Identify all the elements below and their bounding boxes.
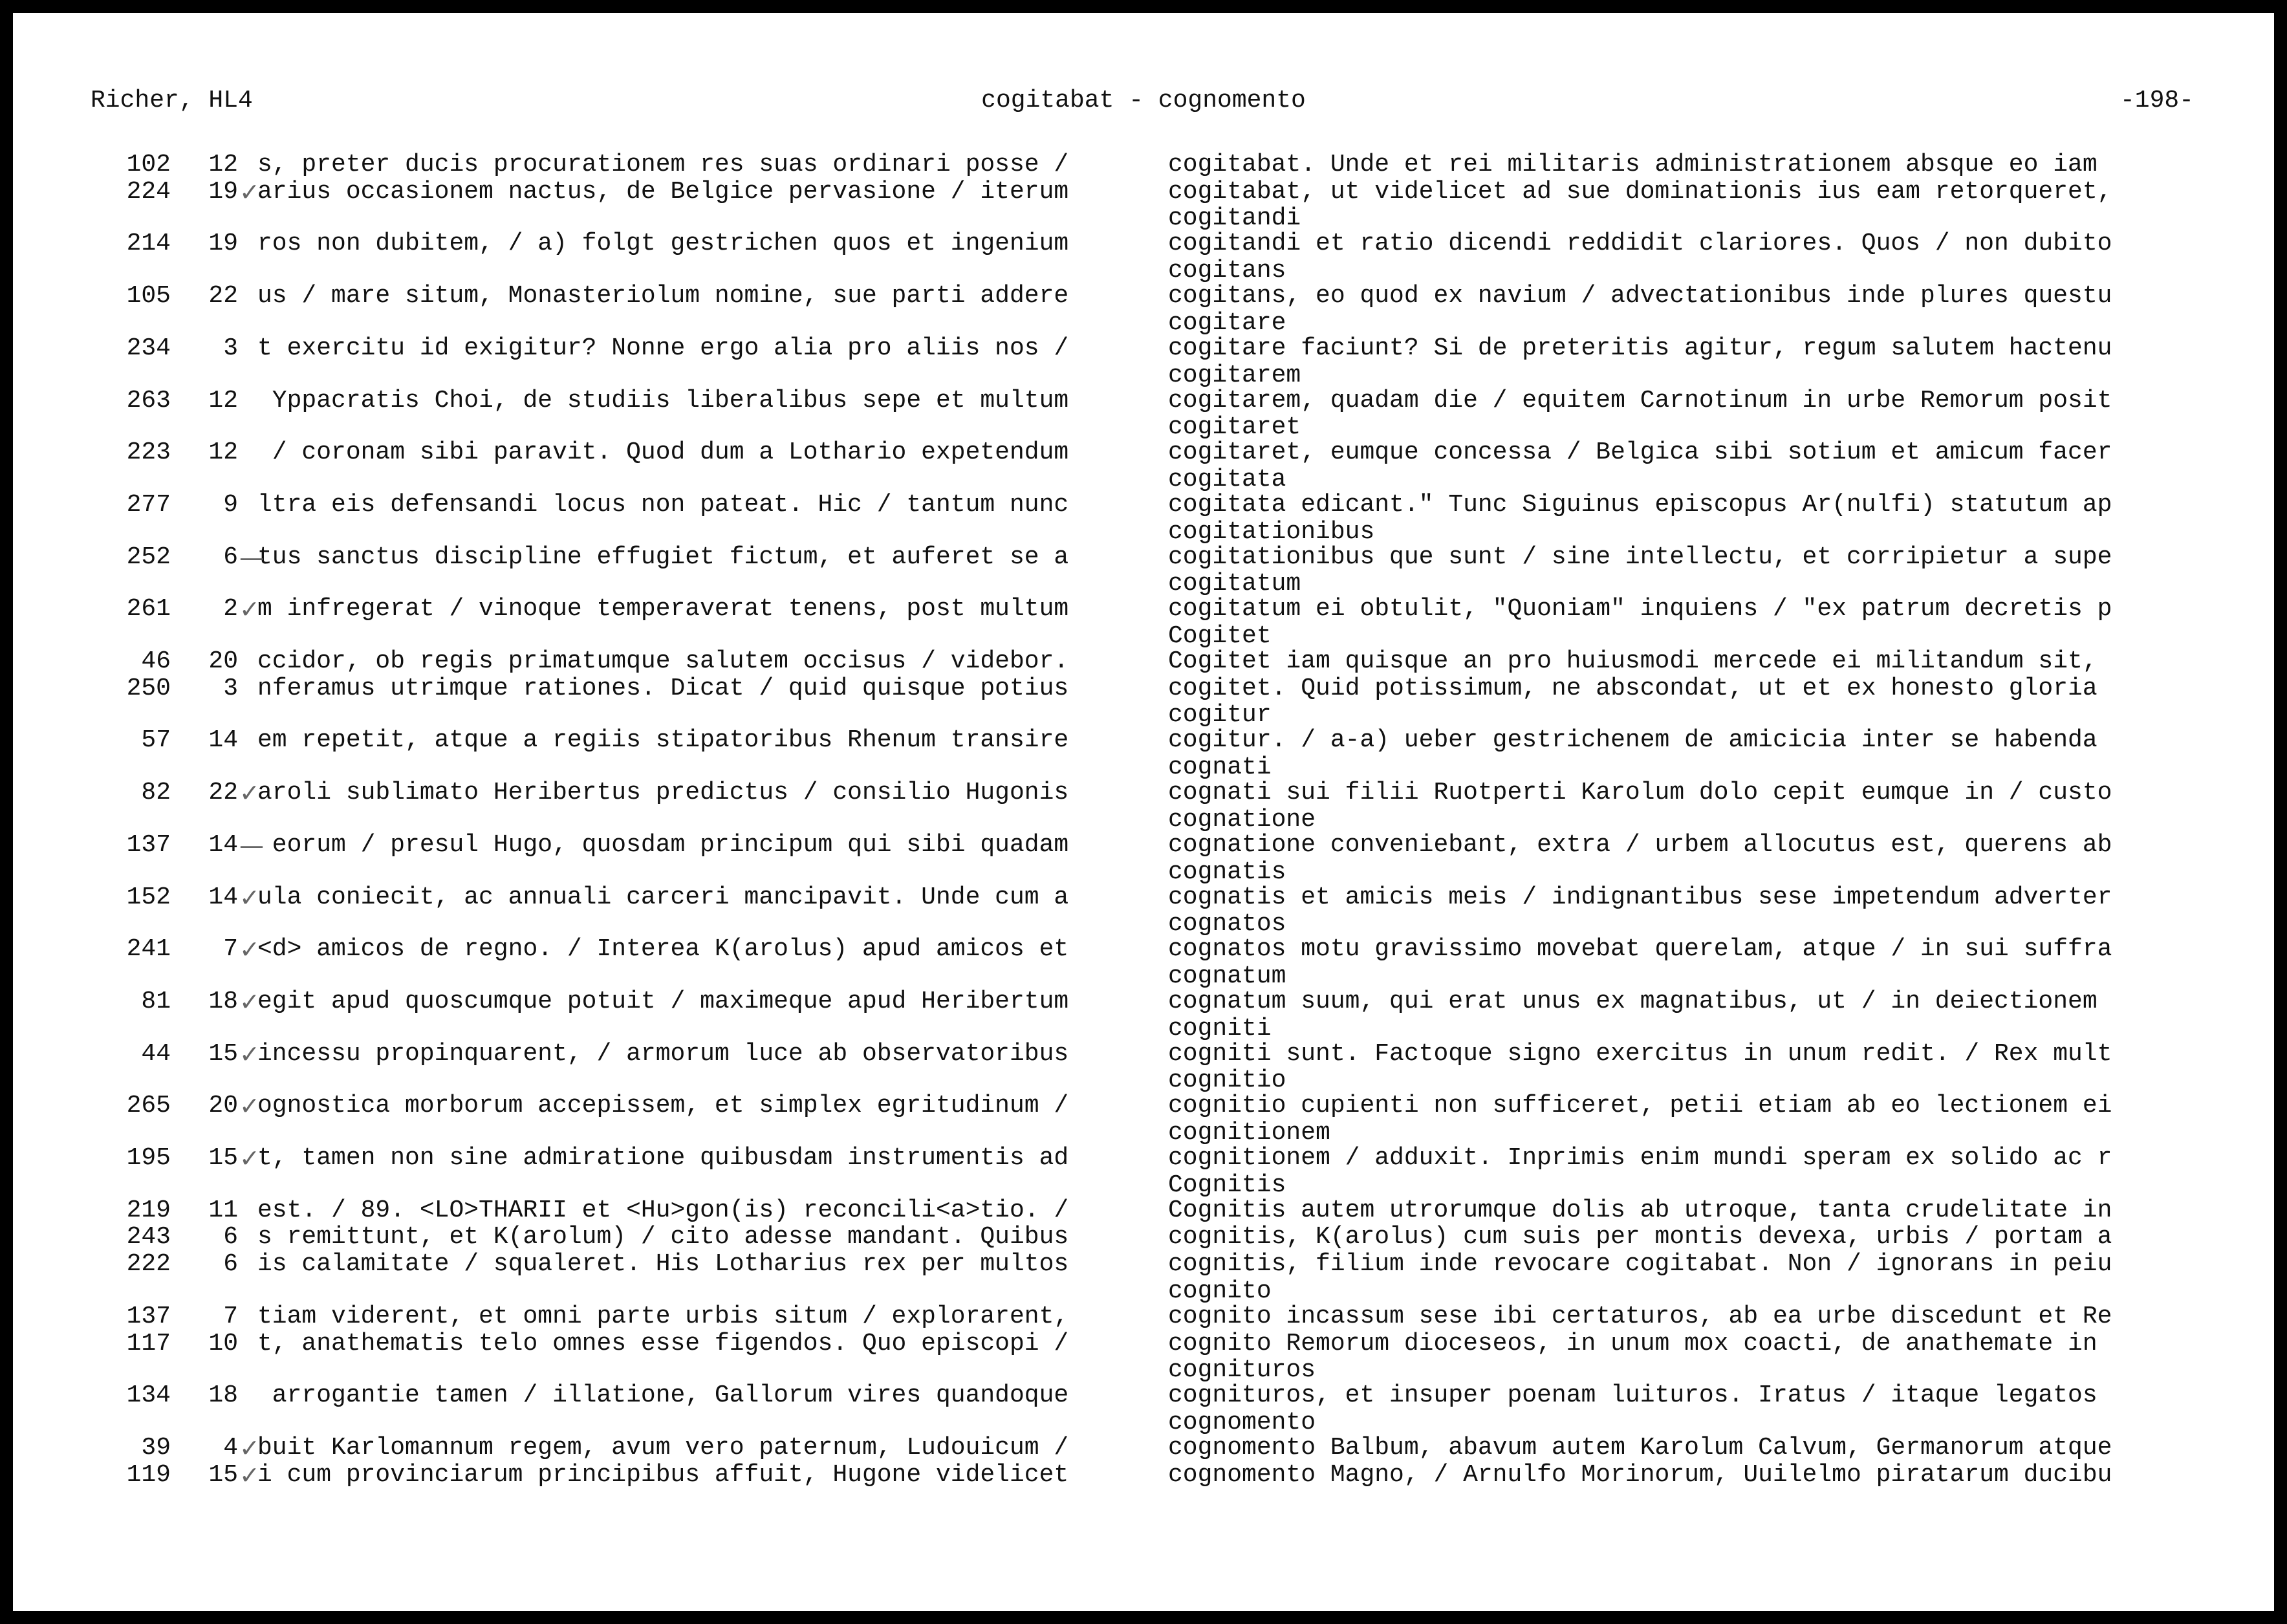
- line-number: 7: [223, 935, 238, 964]
- left-context: ula coniecit, ac annuali carceri mancipavit. Unde cum a: [257, 883, 1069, 911]
- chapter-number: 57: [141, 726, 171, 755]
- line-number: 9: [223, 490, 238, 519]
- left-context: i cum provinciarum principibus affuit, Hugone videlicet: [257, 1460, 1069, 1489]
- page-title: cogitabat - cognomento: [981, 87, 1306, 114]
- line-number: 18: [208, 1381, 238, 1410]
- chapter-number: 219: [126, 1196, 171, 1224]
- left-context: us / mare situm, Monasteriolum nomine, sue parti addere: [257, 282, 1069, 310]
- check-mark-icon: —: [239, 830, 264, 860]
- left-context: est. / 89. <LO>THARII et <Hu>gon(is) reconcili<a>tio. /: [257, 1196, 1069, 1224]
- left-context: arrogantie tamen / illatione, Gallorum vires quandoque: [257, 1381, 1069, 1410]
- line-number: 20: [208, 647, 238, 675]
- left-context: eorum / presul Hugo, quosdam principum qui sibi quadam: [257, 830, 1069, 859]
- check-mark-icon: ✓: [239, 779, 260, 808]
- left-context: nferamus utrimque rationes. Dicat / quid quisque potius: [257, 674, 1069, 702]
- headword: cogitandi: [1168, 204, 1301, 233]
- check-mark-icon: ✓: [239, 935, 260, 964]
- keyword-context: cognito incassum sese ibi certaturos, ab ea urbe discedunt et Re: [1168, 1302, 2112, 1330]
- headword: cognati: [1168, 753, 1272, 782]
- keyword-context: cogitarem, quadam die / equitem Carnotinum in urbe Remorum posit: [1168, 386, 2112, 415]
- line-number: 15: [208, 1039, 238, 1068]
- line-number: 6: [223, 1223, 238, 1251]
- headword: cogniti: [1168, 1014, 1272, 1043]
- keyword-context: cogitandi et ratio dicendi reddidit clariores. Quos / non dubito: [1168, 230, 2112, 258]
- keyword-context: Cogitet iam quisque an pro huiusmodi mercede ei militandum sit,: [1168, 647, 2097, 675]
- chapter-number: 222: [126, 1250, 171, 1279]
- keyword-context: cognitis, filium inde revocare cogitabat. Non / ignorans in peiu: [1168, 1250, 2112, 1279]
- headword: cogitationibus: [1168, 517, 1375, 546]
- line-number: 6: [223, 1250, 238, 1279]
- line-number: 14: [208, 726, 238, 755]
- headword: cognomento: [1168, 1408, 1316, 1436]
- keyword-context: cognomento Balbum, abavum autem Karolum Calvum, Germanorum atque: [1168, 1433, 2112, 1462]
- keyword-context: cognitis, K(arolus) cum suis per montis devexa, urbis / portam a: [1168, 1223, 2112, 1251]
- chapter-number: 223: [126, 438, 171, 467]
- headword: cogitarem: [1168, 361, 1301, 389]
- check-mark-icon: ✓: [239, 1092, 260, 1121]
- headword: cognitionem: [1168, 1119, 1330, 1147]
- chapter-number: 277: [126, 490, 171, 519]
- line-number: 6: [223, 543, 238, 571]
- keyword-context: cogitet. Quid potissimum, ne abscondat, ut et ex honesto gloria: [1168, 674, 2097, 702]
- left-context: aroli sublimato Heribertus predictus / consilio Hugonis: [257, 779, 1069, 807]
- left-context: tus sanctus discipline effugiet fictum, et auferet se a: [257, 543, 1069, 571]
- line-number: 7: [223, 1302, 238, 1330]
- chapter-number: 263: [126, 386, 171, 415]
- keyword-context: cognito Remorum dioceseos, in unum mox coacti, de anathemate in: [1168, 1329, 2097, 1358]
- line-number: 20: [208, 1092, 238, 1120]
- chapter-number: 102: [126, 151, 171, 179]
- chapter-number: 224: [126, 177, 171, 206]
- headword: cognatis: [1168, 858, 1286, 886]
- left-context: buit Karlomannum regem, avum vero paternum, Ludouicum /: [257, 1433, 1069, 1462]
- chapter-number: 119: [126, 1460, 171, 1489]
- check-mark-icon: ✓: [239, 883, 260, 912]
- line-number: 14: [208, 883, 238, 911]
- left-context: t exercitu id exigitur? Nonne ergo alia pro aliis nos /: [257, 334, 1069, 362]
- left-context: Yppacratis Choi, de studiis liberalibus sepe et multum: [257, 386, 1069, 415]
- left-context: em repetit, atque a regiis stipatoribus Rhenum transire: [257, 726, 1069, 755]
- line-number: 12: [208, 151, 238, 179]
- page-number: -198-: [2119, 87, 2194, 114]
- line-number: 2: [223, 595, 238, 623]
- left-context: t, tamen non sine admiratione quibusdam instrumentis ad: [257, 1144, 1069, 1172]
- keyword-context: cognomento Magno, / Arnulfo Morinorum, Uuilelmo piratarum ducibu: [1168, 1460, 2112, 1489]
- keyword-context: cogitabat. Unde et rei militaris administrationem absque eo iam: [1168, 151, 2097, 179]
- line-number: 22: [208, 779, 238, 807]
- chapter-number: 105: [126, 282, 171, 310]
- concordance-page: [13, 13, 2274, 1611]
- chapter-number: 265: [126, 1092, 171, 1120]
- keyword-context: cogniti sunt. Factoque signo exercitus in unum redit. / Rex mult: [1168, 1039, 2112, 1068]
- left-context: s, preter ducis procurationem res suas ordinari posse /: [257, 151, 1069, 179]
- left-context: t, anathematis telo omnes esse figendos. Quo episcopi /: [257, 1329, 1069, 1358]
- line-number: 15: [208, 1144, 238, 1172]
- line-number: 10: [208, 1329, 238, 1358]
- headword: cogitatum: [1168, 570, 1301, 598]
- keyword-context: cogitata edicant." Tunc Siguinus episcopus Ar(nulfi) statutum ap: [1168, 490, 2112, 519]
- left-context: m infregerat / vinoque temperaverat tenens, post multum: [257, 595, 1069, 623]
- keyword-context: cogitatum ei obtulit, "Quoniam" inquiens / "ex patrum decretis p: [1168, 595, 2112, 623]
- chapter-number: 117: [126, 1329, 171, 1358]
- keyword-context: cogitaret, eumque concessa / Belgica sibi sotium et amicum facer: [1168, 438, 2112, 467]
- keyword-context: Cognitis autem utrorumque dolis ab utroque, tanta crudelitate in: [1168, 1196, 2112, 1224]
- chapter-number: 137: [126, 1302, 171, 1330]
- headword: cogitans: [1168, 257, 1286, 285]
- line-number: 19: [208, 230, 238, 258]
- keyword-context: cogitur. / a-a) ueber gestrichenem de amicicia inter se habenda: [1168, 726, 2097, 755]
- keyword-context: cogitationibus que sunt / sine intellectu, et corripietur a supe: [1168, 543, 2112, 571]
- line-number: 3: [223, 334, 238, 362]
- line-number: 15: [208, 1460, 238, 1489]
- line-number: 19: [208, 177, 238, 206]
- headword: cogitata: [1168, 465, 1286, 493]
- chapter-number: 243: [126, 1223, 171, 1251]
- headword: cognitio: [1168, 1066, 1286, 1095]
- chapter-number: 214: [126, 230, 171, 258]
- chapter-number: 134: [126, 1381, 171, 1410]
- left-context: incessu propinquarent, / armorum luce ab observatoribus: [257, 1039, 1069, 1068]
- chapter-number: 241: [126, 935, 171, 964]
- chapter-number: 81: [141, 987, 171, 1015]
- line-number: 3: [223, 674, 238, 702]
- keyword-context: cognatione conveniebant, extra / urbem allocutus est, querens ab: [1168, 830, 2112, 859]
- headword: cognatum: [1168, 962, 1286, 990]
- chapter-number: 39: [141, 1433, 171, 1462]
- check-mark-icon: —: [239, 543, 264, 572]
- chapter-number: 44: [141, 1039, 171, 1068]
- chapter-number: 234: [126, 334, 171, 362]
- keyword-context: cognatum suum, qui erat unus ex magnatibus, ut / in deiectionem: [1168, 987, 2097, 1015]
- left-context: ros non dubitem, / a) folgt gestrichen quos et ingenium: [257, 230, 1069, 258]
- headword: cogitur: [1168, 701, 1272, 730]
- left-context: ltra eis defensandi locus non pateat. Hic / tantum nunc: [257, 490, 1069, 519]
- keyword-context: cognati sui filii Ruotperti Karolum dolo cepit eumque in / custo: [1168, 779, 2112, 807]
- headword: cogitaret: [1168, 413, 1301, 442]
- keyword-context: cognatis et amicis meis / indignantibus sese impetendum adverter: [1168, 883, 2112, 911]
- left-context: tiam viderent, et omni parte urbis situm / explorarent,: [257, 1302, 1069, 1330]
- keyword-context: cogitare faciunt? Si de preteritis agitur, regum salutem hactenu: [1168, 334, 2112, 362]
- headword: cognatos: [1168, 910, 1286, 938]
- keyword-context: cognitio cupienti non sufficeret, petii etiam ab eo lectionem ei: [1168, 1092, 2112, 1120]
- left-context: ognostica morborum accepissem, et simplex egritudinum /: [257, 1092, 1069, 1120]
- left-context: egit apud quoscumque potuit / maximeque apud Heribertum: [257, 987, 1069, 1015]
- check-mark-icon: ✓: [239, 595, 260, 624]
- left-context: / coronam sibi paravit. Quod dum a Lothario expetendum: [257, 438, 1069, 467]
- keyword-context: cognituros, et insuper poenam luituros. Iratus / itaque legatos: [1168, 1381, 2097, 1410]
- line-number: 4: [223, 1433, 238, 1462]
- left-context: is calamitate / squaleret. His Lotharius rex per multos: [257, 1250, 1069, 1279]
- keyword-context: cognatos motu gravissimo movebat querelam, atque / in sui suffra: [1168, 935, 2112, 964]
- chapter-number: 261: [126, 595, 171, 623]
- check-mark-icon: ✓: [239, 1433, 260, 1462]
- headword: Cogitet: [1168, 622, 1272, 650]
- chapter-number: 250: [126, 674, 171, 702]
- chapter-number: 137: [126, 830, 171, 859]
- check-mark-icon: ✓: [239, 1039, 260, 1068]
- headword: Cognitis: [1168, 1171, 1286, 1199]
- chapter-number: 82: [141, 779, 171, 807]
- chapter-number: 152: [126, 883, 171, 911]
- headword: cognito: [1168, 1277, 1272, 1305]
- chapter-number: 46: [141, 647, 171, 675]
- source-label: Richer, HL4: [91, 87, 253, 114]
- keyword-context: cogitabat, ut videlicet ad sue dominationis ius eam retorqueret,: [1168, 177, 2112, 206]
- headword: cogitare: [1168, 309, 1286, 337]
- check-mark-icon: ✓: [239, 987, 260, 1016]
- line-number: 12: [208, 438, 238, 467]
- chapter-number: 195: [126, 1144, 171, 1172]
- line-number: 22: [208, 282, 238, 310]
- left-context: arius occasionem nactus, de Belgice pervasione / iterum: [257, 177, 1069, 206]
- line-number: 12: [208, 386, 238, 415]
- line-number: 18: [208, 987, 238, 1015]
- check-mark-icon: ✓: [239, 1460, 260, 1489]
- headword: cognatione: [1168, 805, 1316, 834]
- check-mark-icon: ✓: [239, 177, 260, 206]
- left-context: <d> amicos de regno. / Interea K(arolus) apud amicos et: [257, 935, 1069, 964]
- headword: cognituros: [1168, 1356, 1316, 1385]
- keyword-context: cognitionem / adduxit. Inprimis enim mundi speram ex solido ac r: [1168, 1144, 2112, 1172]
- left-context: ccidor, ob regis primatumque salutem occisus / videbor.: [257, 647, 1069, 675]
- left-context: s remittunt, et K(arolum) / cito adesse mandant. Quibus: [257, 1223, 1069, 1251]
- check-mark-icon: ✓: [239, 1144, 260, 1173]
- keyword-context: cogitans, eo quod ex navium / advectationibus inde plures questu: [1168, 282, 2112, 310]
- chapter-number: 252: [126, 543, 171, 571]
- line-number: 11: [208, 1196, 238, 1224]
- line-number: 14: [208, 830, 238, 859]
